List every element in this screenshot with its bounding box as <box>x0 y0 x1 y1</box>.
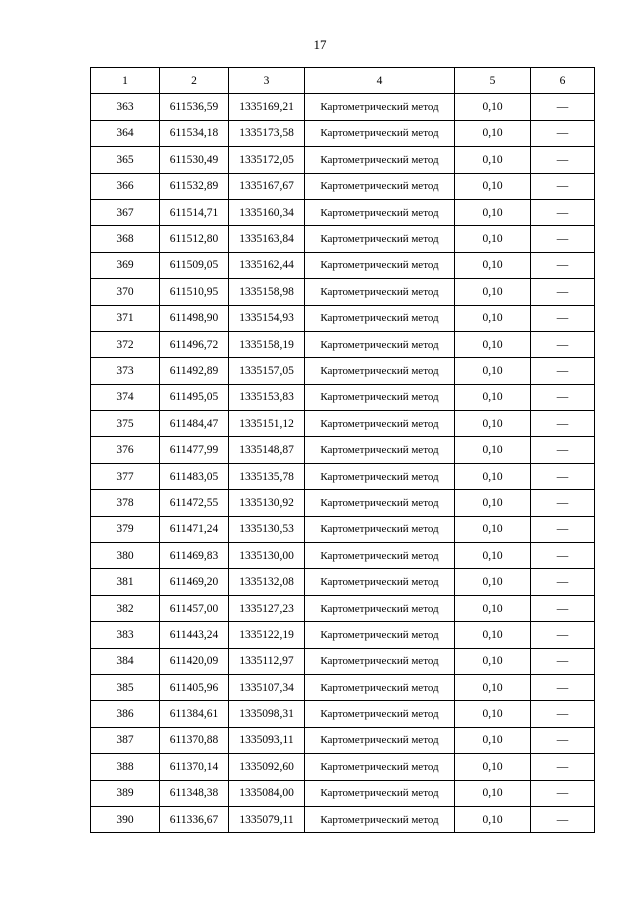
point-number-cell: 384 <box>91 648 160 674</box>
accuracy-cell: 0,10 <box>455 437 531 463</box>
point-number-cell: 387 <box>91 727 160 753</box>
method-cell: Картометрический метод <box>305 252 455 278</box>
point-number-cell: 373 <box>91 358 160 384</box>
x-coordinate-cell: 611370,14 <box>160 754 229 780</box>
y-coordinate-cell: 1335151,12 <box>229 411 305 437</box>
method-cell: Картометрический метод <box>305 569 455 595</box>
x-coordinate-cell: 611530,49 <box>160 147 229 173</box>
x-coordinate-cell: 611472,55 <box>160 490 229 516</box>
y-coordinate-cell: 1335122,19 <box>229 622 305 648</box>
y-coordinate-cell: 1335132,08 <box>229 569 305 595</box>
accuracy-cell: 0,10 <box>455 727 531 753</box>
point-number-cell: 378 <box>91 490 160 516</box>
x-coordinate-cell: 611336,67 <box>160 806 229 832</box>
point-number-cell: 374 <box>91 384 160 410</box>
y-coordinate-cell: 1335135,78 <box>229 463 305 489</box>
table-row <box>91 384 595 410</box>
table-header-row <box>91 68 595 94</box>
x-coordinate-cell: 611532,89 <box>160 173 229 199</box>
description-cell: — <box>531 120 595 146</box>
method-cell: Картометрический метод <box>305 595 455 621</box>
x-coordinate-cell: 611534,18 <box>160 120 229 146</box>
description-cell: — <box>531 173 595 199</box>
accuracy-cell: 0,10 <box>455 490 531 516</box>
x-coordinate-cell: 611495,05 <box>160 384 229 410</box>
y-coordinate-cell: 1335112,97 <box>229 648 305 674</box>
table-row <box>91 516 595 542</box>
accuracy-cell: 0,10 <box>455 384 531 410</box>
description-cell: — <box>531 806 595 832</box>
point-number-cell: 365 <box>91 147 160 173</box>
point-number-cell: 375 <box>91 411 160 437</box>
point-number-cell: 381 <box>91 569 160 595</box>
description-cell: — <box>531 147 595 173</box>
accuracy-cell: 0,10 <box>455 120 531 146</box>
method-cell: Картометрический метод <box>305 411 455 437</box>
description-cell: — <box>531 252 595 278</box>
point-number-cell: 363 <box>91 94 160 120</box>
point-number-cell: 368 <box>91 226 160 252</box>
x-coordinate-cell: 611536,59 <box>160 94 229 120</box>
method-cell: Картометрический метод <box>305 622 455 648</box>
point-number-cell: 367 <box>91 199 160 225</box>
table-row <box>91 279 595 305</box>
method-cell: Картометрический метод <box>305 463 455 489</box>
table-row <box>91 780 595 806</box>
description-cell: — <box>531 543 595 569</box>
x-coordinate-cell: 611512,80 <box>160 226 229 252</box>
description-cell: — <box>531 754 595 780</box>
accuracy-cell: 0,10 <box>455 516 531 542</box>
coordinates-table <box>90 67 595 833</box>
y-coordinate-cell: 1335084,00 <box>229 780 305 806</box>
x-coordinate-cell: 611492,89 <box>160 358 229 384</box>
accuracy-cell: 0,10 <box>455 199 531 225</box>
accuracy-cell: 0,10 <box>455 252 531 278</box>
y-coordinate-cell: 1335098,31 <box>229 701 305 727</box>
y-coordinate-cell: 1335093,11 <box>229 727 305 753</box>
y-coordinate-cell: 1335079,11 <box>229 806 305 832</box>
method-cell: Картометрический метод <box>305 806 455 832</box>
x-coordinate-cell: 611514,71 <box>160 199 229 225</box>
y-coordinate-cell: 1335158,98 <box>229 279 305 305</box>
table-row <box>91 411 595 437</box>
description-cell: — <box>531 331 595 357</box>
method-cell: Картометрический метод <box>305 543 455 569</box>
x-coordinate-cell: 611370,88 <box>160 727 229 753</box>
table-body <box>91 94 595 833</box>
description-cell: — <box>531 780 595 806</box>
description-cell: — <box>531 516 595 542</box>
description-cell: — <box>531 411 595 437</box>
description-cell: — <box>531 305 595 331</box>
description-cell: — <box>531 226 595 252</box>
point-number-cell: 366 <box>91 173 160 199</box>
table-row <box>91 595 595 621</box>
method-cell: Картометрический метод <box>305 226 455 252</box>
table-row <box>91 701 595 727</box>
table-row <box>91 463 595 489</box>
description-cell: — <box>531 199 595 225</box>
point-number-cell: 369 <box>91 252 160 278</box>
table-row <box>91 120 595 146</box>
table-row <box>91 252 595 278</box>
y-coordinate-cell: 1335092,60 <box>229 754 305 780</box>
y-coordinate-cell: 1335107,34 <box>229 674 305 700</box>
x-coordinate-cell: 611384,61 <box>160 701 229 727</box>
point-number-cell: 380 <box>91 543 160 569</box>
accuracy-cell: 0,10 <box>455 279 531 305</box>
y-coordinate-cell: 1335153,83 <box>229 384 305 410</box>
accuracy-cell: 0,10 <box>455 648 531 674</box>
point-number-cell: 371 <box>91 305 160 331</box>
page-number: 17 <box>313 37 327 52</box>
table-row <box>91 226 595 252</box>
accuracy-cell: 0,10 <box>455 463 531 489</box>
y-coordinate-cell: 1335162,44 <box>229 252 305 278</box>
column-header: 2 <box>160 68 229 94</box>
x-coordinate-cell: 611477,99 <box>160 437 229 463</box>
column-header: 4 <box>305 68 455 94</box>
accuracy-cell: 0,10 <box>455 780 531 806</box>
method-cell: Картометрический метод <box>305 437 455 463</box>
accuracy-cell: 0,10 <box>455 543 531 569</box>
y-coordinate-cell: 1335130,00 <box>229 543 305 569</box>
point-number-cell: 390 <box>91 806 160 832</box>
table-row <box>91 622 595 648</box>
y-coordinate-cell: 1335127,23 <box>229 595 305 621</box>
x-coordinate-cell: 611348,38 <box>160 780 229 806</box>
y-coordinate-cell: 1335163,84 <box>229 226 305 252</box>
description-cell: — <box>531 595 595 621</box>
column-header: 5 <box>455 68 531 94</box>
table-row <box>91 173 595 199</box>
method-cell: Картометрический метод <box>305 674 455 700</box>
method-cell: Картометрический метод <box>305 727 455 753</box>
accuracy-cell: 0,10 <box>455 94 531 120</box>
x-coordinate-cell: 611471,24 <box>160 516 229 542</box>
table-row <box>91 94 595 120</box>
y-coordinate-cell: 1335157,05 <box>229 358 305 384</box>
x-coordinate-cell: 611498,90 <box>160 305 229 331</box>
accuracy-cell: 0,10 <box>455 358 531 384</box>
method-cell: Картометрический метод <box>305 384 455 410</box>
x-coordinate-cell: 611469,20 <box>160 569 229 595</box>
point-number-cell: 385 <box>91 674 160 700</box>
table-row <box>91 437 595 463</box>
description-cell: — <box>531 569 595 595</box>
accuracy-cell: 0,10 <box>455 147 531 173</box>
accuracy-cell: 0,10 <box>455 226 531 252</box>
accuracy-cell: 0,10 <box>455 595 531 621</box>
method-cell: Картометрический метод <box>305 305 455 331</box>
y-coordinate-cell: 1335158,19 <box>229 331 305 357</box>
table-row <box>91 727 595 753</box>
x-coordinate-cell: 611443,24 <box>160 622 229 648</box>
table-row <box>91 331 595 357</box>
x-coordinate-cell: 611457,00 <box>160 595 229 621</box>
method-cell: Картометрический метод <box>305 516 455 542</box>
point-number-cell: 386 <box>91 701 160 727</box>
description-cell: — <box>531 94 595 120</box>
accuracy-cell: 0,10 <box>455 411 531 437</box>
method-cell: Картометрический метод <box>305 358 455 384</box>
method-cell: Картометрический метод <box>305 648 455 674</box>
method-cell: Картометрический метод <box>305 780 455 806</box>
y-coordinate-cell: 1335173,58 <box>229 120 305 146</box>
x-coordinate-cell: 611483,05 <box>160 463 229 489</box>
y-coordinate-cell: 1335130,53 <box>229 516 305 542</box>
x-coordinate-cell: 611509,05 <box>160 252 229 278</box>
table-row <box>91 490 595 516</box>
column-header: 1 <box>91 68 160 94</box>
table-row <box>91 358 595 384</box>
accuracy-cell: 0,10 <box>455 674 531 700</box>
description-cell: — <box>531 648 595 674</box>
description-cell: — <box>531 674 595 700</box>
description-cell: — <box>531 701 595 727</box>
y-coordinate-cell: 1335130,92 <box>229 490 305 516</box>
point-number-cell: 376 <box>91 437 160 463</box>
table-row <box>91 806 595 832</box>
table-row <box>91 569 595 595</box>
method-cell: Картометрический метод <box>305 279 455 305</box>
column-header: 3 <box>229 68 305 94</box>
table-row <box>91 199 595 225</box>
accuracy-cell: 0,10 <box>455 331 531 357</box>
description-cell: — <box>531 358 595 384</box>
x-coordinate-cell: 611510,95 <box>160 279 229 305</box>
y-coordinate-cell: 1335160,34 <box>229 199 305 225</box>
table-row <box>91 543 595 569</box>
y-coordinate-cell: 1335172,05 <box>229 147 305 173</box>
table-row <box>91 674 595 700</box>
method-cell: Картометрический метод <box>305 331 455 357</box>
table-row <box>91 305 595 331</box>
accuracy-cell: 0,10 <box>455 173 531 199</box>
method-cell: Картометрический метод <box>305 701 455 727</box>
point-number-cell: 382 <box>91 595 160 621</box>
point-number-cell: 383 <box>91 622 160 648</box>
point-number-cell: 364 <box>91 120 160 146</box>
point-number-cell: 377 <box>91 463 160 489</box>
point-number-cell: 370 <box>91 279 160 305</box>
method-cell: Картометрический метод <box>305 173 455 199</box>
point-number-cell: 389 <box>91 780 160 806</box>
method-cell: Картометрический метод <box>305 199 455 225</box>
point-number-cell: 388 <box>91 754 160 780</box>
description-cell: — <box>531 463 595 489</box>
description-cell: — <box>531 622 595 648</box>
accuracy-cell: 0,10 <box>455 622 531 648</box>
point-number-cell: 379 <box>91 516 160 542</box>
description-cell: — <box>531 437 595 463</box>
method-cell: Картометрический метод <box>305 490 455 516</box>
y-coordinate-cell: 1335167,67 <box>229 173 305 199</box>
table-row <box>91 147 595 173</box>
x-coordinate-cell: 611469,83 <box>160 543 229 569</box>
accuracy-cell: 0,10 <box>455 806 531 832</box>
y-coordinate-cell: 1335148,87 <box>229 437 305 463</box>
point-number-cell: 372 <box>91 331 160 357</box>
x-coordinate-cell: 611420,09 <box>160 648 229 674</box>
x-coordinate-cell: 611496,72 <box>160 331 229 357</box>
method-cell: Картометрический метод <box>305 120 455 146</box>
description-cell: — <box>531 727 595 753</box>
y-coordinate-cell: 1335154,93 <box>229 305 305 331</box>
accuracy-cell: 0,10 <box>455 569 531 595</box>
description-cell: — <box>531 490 595 516</box>
description-cell: — <box>531 279 595 305</box>
method-cell: Картометрический метод <box>305 94 455 120</box>
y-coordinate-cell: 1335169,21 <box>229 94 305 120</box>
column-header: 6 <box>531 68 595 94</box>
method-cell: Картометрический метод <box>305 147 455 173</box>
table-row <box>91 648 595 674</box>
accuracy-cell: 0,10 <box>455 754 531 780</box>
method-cell: Картометрический метод <box>305 754 455 780</box>
table-row <box>91 754 595 780</box>
description-cell: — <box>531 384 595 410</box>
accuracy-cell: 0,10 <box>455 701 531 727</box>
x-coordinate-cell: 611484,47 <box>160 411 229 437</box>
x-coordinate-cell: 611405,96 <box>160 674 229 700</box>
accuracy-cell: 0,10 <box>455 305 531 331</box>
